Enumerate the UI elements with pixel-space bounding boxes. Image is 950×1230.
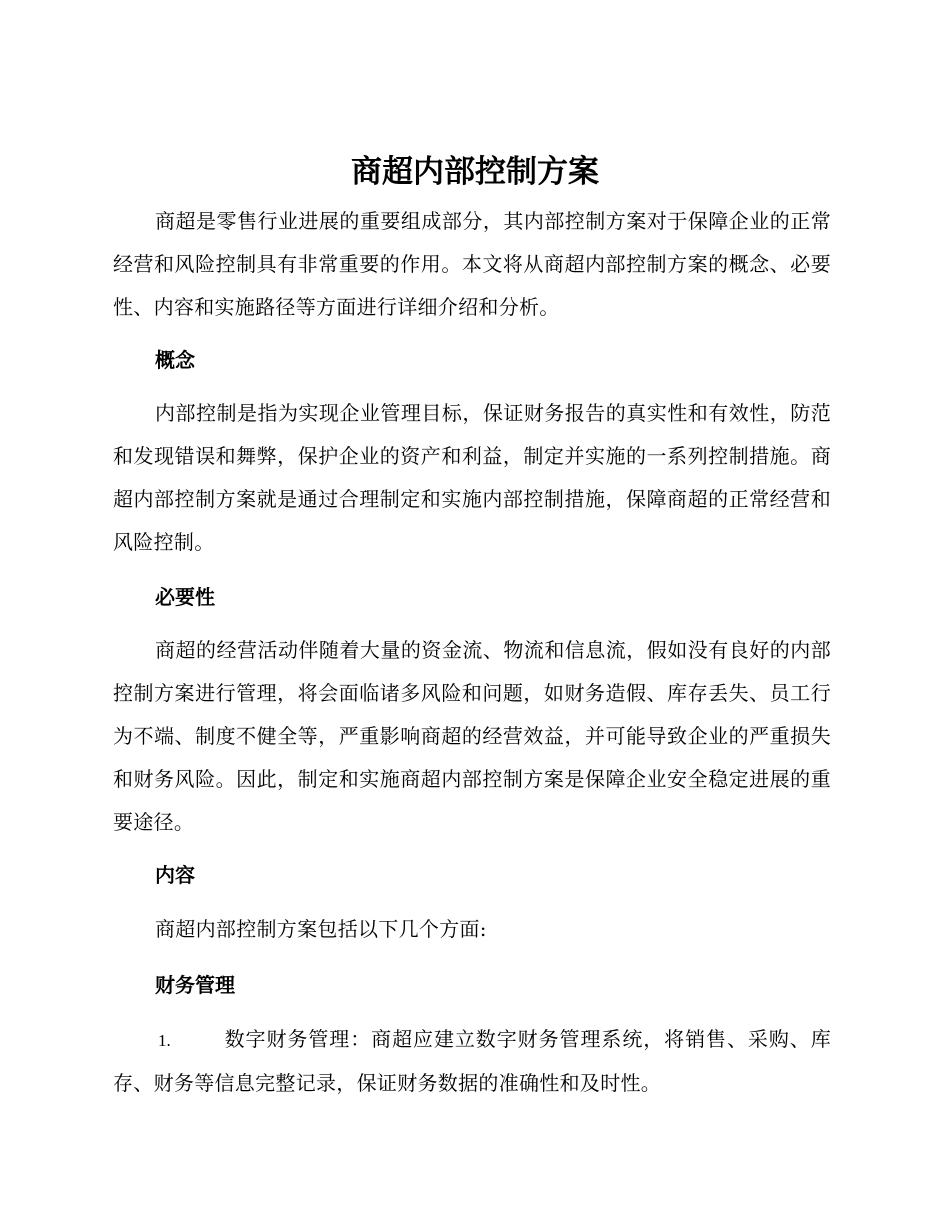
section-heading-necessity: 必要性 xyxy=(155,585,215,609)
section-heading-content: 内容 xyxy=(155,863,195,887)
document-title: 商超内部控制方案 xyxy=(351,154,599,190)
list-item-text: 数字财务管理：商超应建立数字财务管理系统，将销售、采购、库存、财务等信息完整记录，保证财务数据的准确性和及时性。 xyxy=(113,1027,831,1095)
list-item xyxy=(113,1018,831,1105)
concept-paragraph: 内部控制是指为实现企业管理目标，保证财务报告的真实性和有效性，防范和发现错误和舞弊，保护企业的资产和利益，制定并实施的一系列控制措施。商超内部控制方案就是通过合理制定和实施内部控制措施，保障商超的正常经营和风险控制。 xyxy=(113,401,831,554)
section-heading-finance: 财务管理 xyxy=(155,973,235,997)
necessity-paragraph: 商超的经营活动伴随着大量的资金流、物流和信息流，假如没有良好的内部控制方案进行管理，将会面临诸多风险和问题，如财务造假、库存丢失、员工行为不端、制度不健全等，严重影响商超的经营效益，并可能导致企业的严重损失和财务风险。因此，制定和实施商超内部控制方案是保障企业安全稳定进展的重要途径。 xyxy=(113,638,831,834)
list-item-number: 1. xyxy=(158,1031,171,1050)
content-paragraph: 商超内部控制方案包括以下几个方面: xyxy=(155,917,487,941)
section-heading-concept: 概念 xyxy=(155,348,195,372)
intro-paragraph: 商超是零售行业进展的重要组成部分，其内部控制方案对于保障企业的正常经营和风险控制具有非常重要的作用。本文将从商超内部控制方案的概念、必要性、内容和实施路径等方面进行详细介绍和分析。 xyxy=(113,209,831,319)
